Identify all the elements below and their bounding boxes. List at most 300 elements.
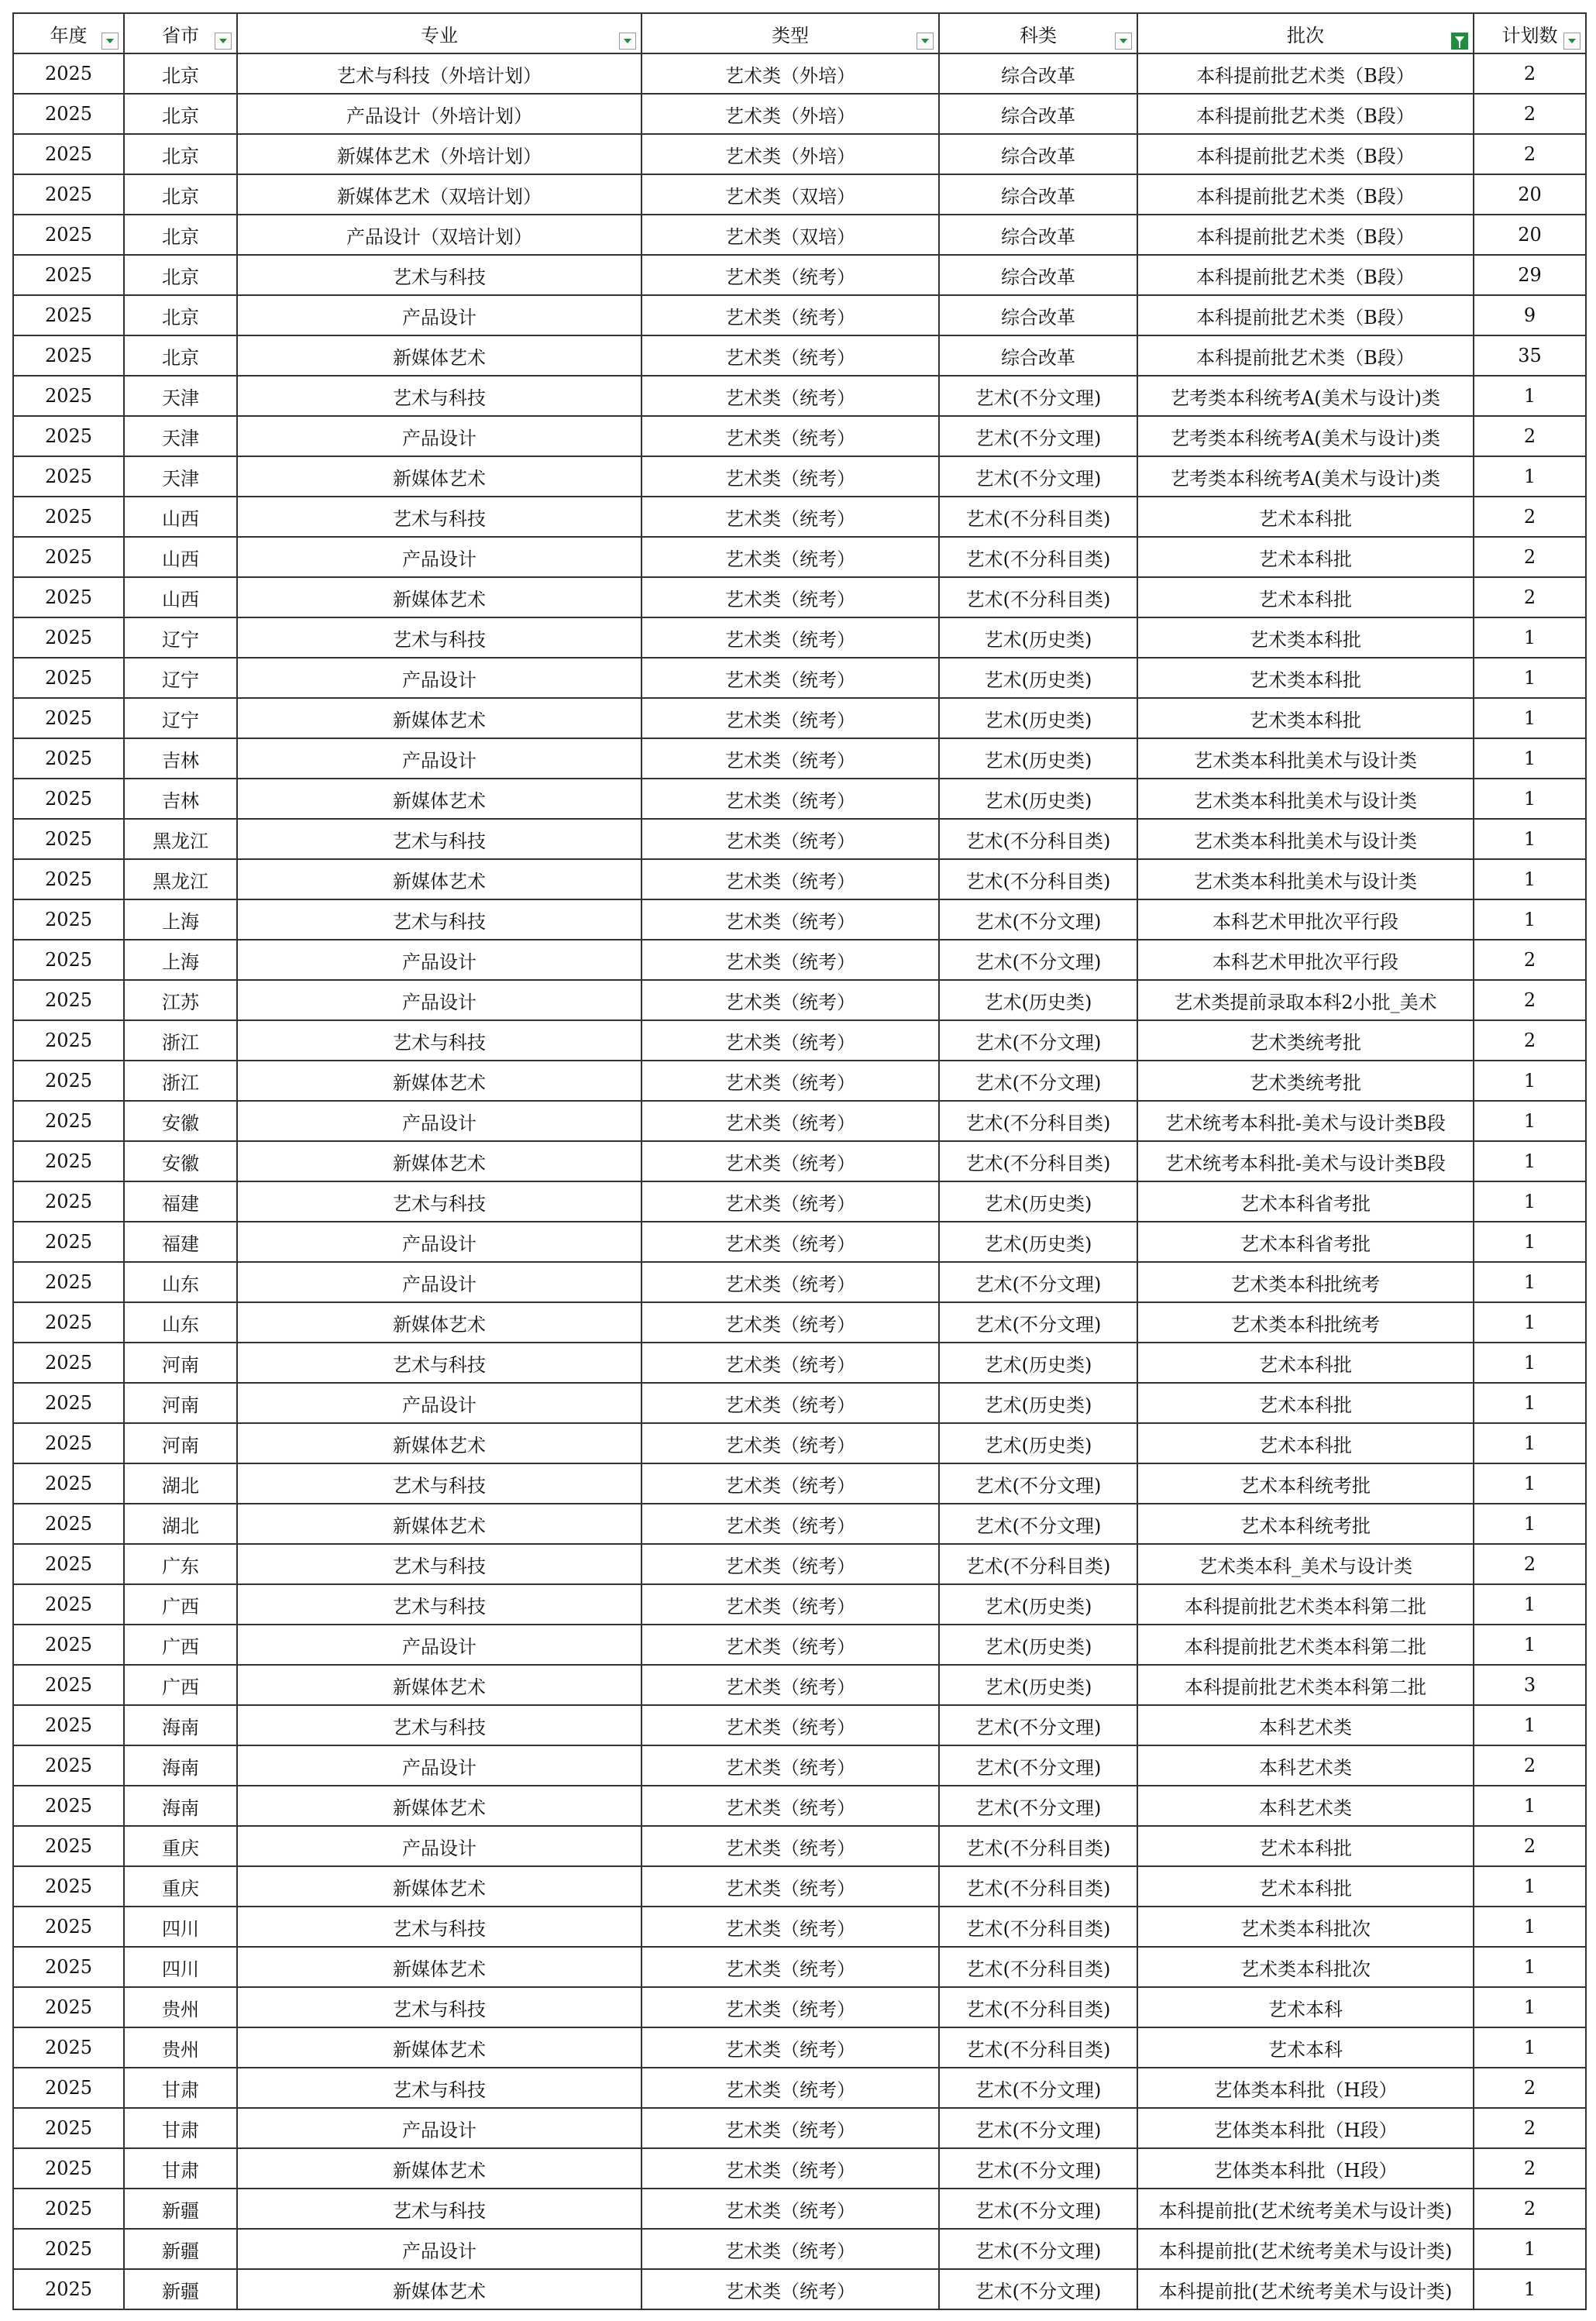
- table-cell[interactable]: 2025: [13, 2269, 124, 2309]
- table-cell[interactable]: 新媒体艺术: [237, 2269, 641, 2309]
- table-cell[interactable]: 艺术类（统考）: [641, 859, 939, 899]
- table-cell[interactable]: 艺术类（统考）: [641, 1987, 939, 2027]
- table-cell[interactable]: 艺术本科批: [1137, 1423, 1474, 1463]
- table-cell[interactable]: 1: [1474, 738, 1586, 779]
- table-cell[interactable]: 产品设计: [237, 738, 641, 779]
- table-cell[interactable]: 艺术(不分文理): [939, 2189, 1137, 2229]
- table-cell[interactable]: 新疆: [124, 2229, 237, 2269]
- table-cell[interactable]: 29: [1474, 255, 1586, 295]
- table-cell[interactable]: 天津: [124, 456, 237, 497]
- filter-active-icon[interactable]: [1451, 33, 1468, 50]
- column-header[interactable]: [1137, 13, 1474, 53]
- table-cell[interactable]: 艺术类（双培）: [641, 174, 939, 215]
- table-cell[interactable]: 艺术与科技: [237, 497, 641, 537]
- table-cell[interactable]: 2025: [13, 940, 124, 980]
- table-cell[interactable]: 产品设计: [237, 537, 641, 577]
- table-cell[interactable]: 艺术本科省考批: [1137, 1222, 1474, 1262]
- table-cell[interactable]: 江苏: [124, 980, 237, 1020]
- table-cell[interactable]: 综合改革: [939, 53, 1137, 94]
- table-cell[interactable]: 艺术(历史类): [939, 779, 1137, 819]
- table-cell[interactable]: 艺术本科: [1137, 1987, 1474, 2027]
- table-cell[interactable]: 艺术类（统考）: [641, 456, 939, 497]
- table-cell[interactable]: 艺术类（统考）: [641, 2269, 939, 2309]
- table-cell[interactable]: 艺术类本科_美术与设计类: [1137, 1544, 1474, 1584]
- table-cell[interactable]: 2025: [13, 215, 124, 255]
- table-cell[interactable]: 艺术类提前录取本科2小批_美术: [1137, 980, 1474, 1020]
- table-cell[interactable]: 艺术(不分文理): [939, 1302, 1137, 1343]
- table-cell[interactable]: 辽宁: [124, 617, 237, 658]
- table-cell[interactable]: 艺术类（统考）: [641, 376, 939, 416]
- table-cell[interactable]: 新媒体艺术: [237, 1141, 641, 1181]
- table-cell[interactable]: 2025: [13, 497, 124, 537]
- table-cell[interactable]: 2025: [13, 1947, 124, 1987]
- table-cell[interactable]: 1: [1474, 1987, 1586, 2027]
- table-cell[interactable]: 贵州: [124, 1987, 237, 2027]
- chevron-down-icon[interactable]: [917, 33, 934, 50]
- table-cell[interactable]: 艺术(历史类): [939, 1181, 1137, 1222]
- table-cell[interactable]: 艺术(历史类): [939, 698, 1137, 738]
- table-cell[interactable]: 北京: [124, 94, 237, 134]
- table-cell[interactable]: 山西: [124, 577, 237, 617]
- table-cell[interactable]: 1: [1474, 1786, 1586, 1826]
- table-cell[interactable]: 产品设计: [237, 1826, 641, 1866]
- table-cell[interactable]: 艺术(不分科目类): [939, 1141, 1137, 1181]
- table-cell[interactable]: 产品设计: [237, 658, 641, 698]
- table-cell[interactable]: 艺术(不分文理): [939, 1504, 1137, 1544]
- table-cell[interactable]: 1: [1474, 1947, 1586, 1987]
- table-cell[interactable]: 艺术本科批: [1137, 537, 1474, 577]
- table-cell[interactable]: 2: [1474, 2148, 1586, 2189]
- table-cell[interactable]: 2025: [13, 1745, 124, 1786]
- table-cell[interactable]: 湖北: [124, 1504, 237, 1544]
- table-cell[interactable]: 1: [1474, 1463, 1586, 1504]
- table-cell[interactable]: 新疆: [124, 2189, 237, 2229]
- table-cell[interactable]: 北京: [124, 53, 237, 94]
- table-cell[interactable]: 艺术(不分文理): [939, 376, 1137, 416]
- table-cell[interactable]: 艺术(历史类): [939, 980, 1137, 1020]
- table-cell[interactable]: 2: [1474, 53, 1586, 94]
- table-cell[interactable]: 2025: [13, 134, 124, 174]
- table-cell[interactable]: 1: [1474, 2027, 1586, 2068]
- table-cell[interactable]: 本科提前批艺术类（B段）: [1137, 255, 1474, 295]
- chevron-down-icon[interactable]: [215, 33, 232, 50]
- table-cell[interactable]: 1: [1474, 2229, 1586, 2269]
- table-cell[interactable]: 新媒体艺术: [237, 1786, 641, 1826]
- table-cell[interactable]: 本科提前批艺术类（B段）: [1137, 174, 1474, 215]
- table-cell[interactable]: 山东: [124, 1302, 237, 1343]
- table-cell[interactable]: 新媒体艺术: [237, 2027, 641, 2068]
- table-cell[interactable]: 2025: [13, 2108, 124, 2148]
- table-cell[interactable]: 辽宁: [124, 698, 237, 738]
- table-cell[interactable]: 广西: [124, 1665, 237, 1705]
- table-cell[interactable]: 本科提前批艺术类（B段）: [1137, 215, 1474, 255]
- table-cell[interactable]: 北京: [124, 335, 237, 376]
- table-cell[interactable]: 艺体类本科批（H段）: [1137, 2068, 1474, 2108]
- table-cell[interactable]: 艺术(历史类): [939, 617, 1137, 658]
- table-cell[interactable]: 黑龙江: [124, 819, 237, 859]
- table-cell[interactable]: 1: [1474, 899, 1586, 940]
- table-cell[interactable]: 艺术类本科批美术与设计类: [1137, 819, 1474, 859]
- table-cell[interactable]: 1: [1474, 1141, 1586, 1181]
- table-cell[interactable]: 产品设计: [237, 1625, 641, 1665]
- table-cell[interactable]: 1: [1474, 698, 1586, 738]
- table-cell[interactable]: 艺体类本科批（H段）: [1137, 2108, 1474, 2148]
- table-cell[interactable]: 甘肃: [124, 2148, 237, 2189]
- table-cell[interactable]: 20: [1474, 174, 1586, 215]
- table-cell[interactable]: 综合改革: [939, 215, 1137, 255]
- table-cell[interactable]: 上海: [124, 899, 237, 940]
- table-cell[interactable]: 艺术类（统考）: [641, 497, 939, 537]
- table-cell[interactable]: 艺术(不分文理): [939, 456, 1137, 497]
- table-cell[interactable]: 产品设计: [237, 940, 641, 980]
- table-cell[interactable]: 2025: [13, 779, 124, 819]
- table-cell[interactable]: 艺术类统考批: [1137, 1061, 1474, 1101]
- table-cell[interactable]: 艺术(不分科目类): [939, 1101, 1137, 1141]
- table-cell[interactable]: 新媒体艺术: [237, 335, 641, 376]
- table-cell[interactable]: 海南: [124, 1786, 237, 1826]
- table-cell[interactable]: 新媒体艺术: [237, 456, 641, 497]
- table-cell[interactable]: 艺术(历史类): [939, 1584, 1137, 1625]
- table-cell[interactable]: 2: [1474, 980, 1586, 1020]
- table-cell[interactable]: 综合改革: [939, 335, 1137, 376]
- table-cell[interactable]: 1: [1474, 1866, 1586, 1907]
- table-cell[interactable]: 艺术类（统考）: [641, 738, 939, 779]
- table-cell[interactable]: 甘肃: [124, 2068, 237, 2108]
- table-cell[interactable]: 艺术类（统考）: [641, 1061, 939, 1101]
- table-cell[interactable]: 艺术与科技: [237, 1705, 641, 1745]
- table-cell[interactable]: 艺术类（统考）: [641, 1423, 939, 1463]
- table-cell[interactable]: 艺术与科技: [237, 1987, 641, 2027]
- table-cell[interactable]: 艺术(不分科目类): [939, 2027, 1137, 2068]
- table-cell[interactable]: 1: [1474, 859, 1586, 899]
- table-cell[interactable]: 艺术类（统考）: [641, 1866, 939, 1907]
- table-cell[interactable]: 2: [1474, 1020, 1586, 1061]
- table-cell[interactable]: 2: [1474, 1826, 1586, 1866]
- table-cell[interactable]: 艺考类本科统考A(美术与设计)类: [1137, 456, 1474, 497]
- table-cell[interactable]: 安徽: [124, 1141, 237, 1181]
- table-cell[interactable]: 2025: [13, 1786, 124, 1826]
- column-header[interactable]: [124, 13, 237, 53]
- table-cell[interactable]: 艺术类（统考）: [641, 2027, 939, 2068]
- chevron-down-icon[interactable]: [1563, 33, 1581, 50]
- table-cell[interactable]: 广西: [124, 1584, 237, 1625]
- table-cell[interactable]: 1: [1474, 1705, 1586, 1745]
- table-cell[interactable]: 艺术(不分科目类): [939, 1866, 1137, 1907]
- chevron-down-icon[interactable]: [101, 33, 119, 50]
- table-cell[interactable]: 新媒体艺术: [237, 1866, 641, 1907]
- table-cell[interactable]: 新媒体艺术: [237, 1302, 641, 1343]
- table-cell[interactable]: 产品设计: [237, 980, 641, 1020]
- table-cell[interactable]: 新媒体艺术: [237, 859, 641, 899]
- table-cell[interactable]: 2025: [13, 174, 124, 215]
- table-cell[interactable]: 艺术(不分文理): [939, 2068, 1137, 2108]
- table-cell[interactable]: 艺术类（统考）: [641, 2189, 939, 2229]
- table-cell[interactable]: 艺术(不分文理): [939, 1745, 1137, 1786]
- table-cell[interactable]: 2025: [13, 1181, 124, 1222]
- table-cell[interactable]: 艺术与科技: [237, 1020, 641, 1061]
- table-cell[interactable]: 2025: [13, 2068, 124, 2108]
- table-cell[interactable]: 2025: [13, 1020, 124, 1061]
- table-cell[interactable]: 新媒体艺术: [237, 1665, 641, 1705]
- table-cell[interactable]: 本科艺术甲批次平行段: [1137, 940, 1474, 980]
- chevron-down-icon[interactable]: [1115, 33, 1132, 50]
- table-cell[interactable]: 综合改革: [939, 295, 1137, 335]
- table-cell[interactable]: 艺术类（统考）: [641, 335, 939, 376]
- table-cell[interactable]: 新疆: [124, 2269, 237, 2309]
- table-cell[interactable]: 本科艺术类: [1137, 1705, 1474, 1745]
- table-cell[interactable]: 新媒体艺术: [237, 698, 641, 738]
- table-cell[interactable]: 2025: [13, 1826, 124, 1866]
- table-cell[interactable]: 1: [1474, 819, 1586, 859]
- column-header[interactable]: [1474, 13, 1586, 53]
- table-cell[interactable]: 福建: [124, 1181, 237, 1222]
- table-cell[interactable]: 2025: [13, 819, 124, 859]
- table-cell[interactable]: 本科艺术类: [1137, 1786, 1474, 1826]
- table-cell[interactable]: 北京: [124, 134, 237, 174]
- table-cell[interactable]: 重庆: [124, 1826, 237, 1866]
- table-cell[interactable]: 艺术类（统考）: [641, 940, 939, 980]
- table-cell[interactable]: 艺术类（统考）: [641, 2148, 939, 2189]
- table-cell[interactable]: 2: [1474, 2068, 1586, 2108]
- table-cell[interactable]: 广东: [124, 1544, 237, 1584]
- table-cell[interactable]: 浙江: [124, 1061, 237, 1101]
- table-cell[interactable]: 2025: [13, 1343, 124, 1383]
- table-cell[interactable]: 艺术与科技: [237, 255, 641, 295]
- table-cell[interactable]: 1: [1474, 1302, 1586, 1343]
- table-cell[interactable]: 本科提前批(艺术统考美术与设计类): [1137, 2189, 1474, 2229]
- table-cell[interactable]: 艺术(不分科目类): [939, 819, 1137, 859]
- table-cell[interactable]: 2025: [13, 738, 124, 779]
- table-cell[interactable]: 1: [1474, 1504, 1586, 1544]
- table-cell[interactable]: 本科提前批(艺术统考美术与设计类): [1137, 2269, 1474, 2309]
- table-cell[interactable]: 艺术类（统考）: [641, 255, 939, 295]
- table-cell[interactable]: 2: [1474, 577, 1586, 617]
- table-cell[interactable]: 产品设计: [237, 1262, 641, 1302]
- table-cell[interactable]: 艺术类（统考）: [641, 617, 939, 658]
- table-cell[interactable]: 1: [1474, 658, 1586, 698]
- table-cell[interactable]: 艺术(历史类): [939, 1665, 1137, 1705]
- column-header[interactable]: [939, 13, 1137, 53]
- table-cell[interactable]: 艺术本科批: [1137, 577, 1474, 617]
- table-cell[interactable]: 2025: [13, 1423, 124, 1463]
- table-cell[interactable]: 艺术(不分科目类): [939, 1987, 1137, 2027]
- table-cell[interactable]: 1: [1474, 1101, 1586, 1141]
- column-header[interactable]: [641, 13, 939, 53]
- table-cell[interactable]: 艺术(不分科目类): [939, 1544, 1137, 1584]
- table-cell[interactable]: 艺术类本科批次: [1137, 1907, 1474, 1947]
- table-cell[interactable]: 艺术类（统考）: [641, 1947, 939, 1987]
- table-cell[interactable]: 艺术(不分文理): [939, 2148, 1137, 2189]
- table-cell[interactable]: 福建: [124, 1222, 237, 1262]
- column-header[interactable]: [13, 13, 124, 53]
- table-cell[interactable]: 艺术类（统考）: [641, 1020, 939, 1061]
- table-cell[interactable]: 艺术与科技: [237, 1544, 641, 1584]
- table-cell[interactable]: 2: [1474, 134, 1586, 174]
- table-cell[interactable]: 本科提前批艺术类（B段）: [1137, 53, 1474, 94]
- table-cell[interactable]: 艺术类本科批美术与设计类: [1137, 738, 1474, 779]
- table-cell[interactable]: 1: [1474, 1907, 1586, 1947]
- table-cell[interactable]: 产品设计: [237, 295, 641, 335]
- table-cell[interactable]: 2025: [13, 617, 124, 658]
- table-cell[interactable]: 北京: [124, 215, 237, 255]
- table-cell[interactable]: 新媒体艺术: [237, 1061, 641, 1101]
- table-cell[interactable]: 浙江: [124, 1020, 237, 1061]
- table-cell[interactable]: 艺术类（统考）: [641, 2229, 939, 2269]
- table-cell[interactable]: 艺考类本科统考A(美术与设计)类: [1137, 416, 1474, 456]
- table-cell[interactable]: 2: [1474, 416, 1586, 456]
- table-cell[interactable]: 艺术类本科批统考: [1137, 1302, 1474, 1343]
- table-cell[interactable]: 艺术(不分文理): [939, 1705, 1137, 1745]
- table-cell[interactable]: 海南: [124, 1745, 237, 1786]
- table-cell[interactable]: 新媒体艺术: [237, 779, 641, 819]
- table-cell[interactable]: 本科提前批艺术类（B段）: [1137, 335, 1474, 376]
- table-cell[interactable]: 艺术类（统考）: [641, 577, 939, 617]
- table-cell[interactable]: 产品设计: [237, 1745, 641, 1786]
- table-cell[interactable]: 北京: [124, 174, 237, 215]
- table-cell[interactable]: 新媒体艺术: [237, 2148, 641, 2189]
- table-cell[interactable]: 艺术类（统考）: [641, 1907, 939, 1947]
- table-cell[interactable]: 艺术类（统考）: [641, 1262, 939, 1302]
- table-cell[interactable]: 35: [1474, 335, 1586, 376]
- table-cell[interactable]: 四川: [124, 1947, 237, 1987]
- table-cell[interactable]: 艺术(不分科目类): [939, 537, 1137, 577]
- table-cell[interactable]: 2025: [13, 859, 124, 899]
- table-cell[interactable]: 艺术类（统考）: [641, 2108, 939, 2148]
- table-cell[interactable]: 艺术类本科批美术与设计类: [1137, 779, 1474, 819]
- table-cell[interactable]: 艺术(不分文理): [939, 2269, 1137, 2309]
- table-cell[interactable]: 新媒体艺术（双培计划）: [237, 174, 641, 215]
- table-cell[interactable]: 2025: [13, 1705, 124, 1745]
- table-cell[interactable]: 2025: [13, 1544, 124, 1584]
- table-cell[interactable]: 艺考类本科统考A(美术与设计)类: [1137, 376, 1474, 416]
- table-cell[interactable]: 艺术类本科批: [1137, 698, 1474, 738]
- table-cell[interactable]: 艺术(不分文理): [939, 1463, 1137, 1504]
- table-cell[interactable]: 2025: [13, 1866, 124, 1907]
- table-cell[interactable]: 艺术与科技: [237, 1463, 641, 1504]
- table-cell[interactable]: 2025: [13, 698, 124, 738]
- table-cell[interactable]: 艺术类（统考）: [641, 980, 939, 1020]
- table-cell[interactable]: 2025: [13, 980, 124, 1020]
- table-cell[interactable]: 艺术类（统考）: [641, 295, 939, 335]
- table-cell[interactable]: 艺术(不分科目类): [939, 859, 1137, 899]
- table-cell[interactable]: 艺术与科技: [237, 1584, 641, 1625]
- table-cell[interactable]: 广西: [124, 1625, 237, 1665]
- table-cell[interactable]: 本科艺术甲批次平行段: [1137, 899, 1474, 940]
- table-cell[interactable]: 艺术类（统考）: [641, 1222, 939, 1262]
- table-cell[interactable]: 艺术(历史类): [939, 1423, 1137, 1463]
- table-cell[interactable]: 艺术类（统考）: [641, 1584, 939, 1625]
- table-cell[interactable]: 艺术(不分文理): [939, 940, 1137, 980]
- table-cell[interactable]: 艺术(不分科目类): [939, 1947, 1137, 1987]
- table-cell[interactable]: 艺术类（统考）: [641, 1544, 939, 1584]
- table-cell[interactable]: 海南: [124, 1705, 237, 1745]
- table-cell[interactable]: 艺术类本科批次: [1137, 1947, 1474, 1987]
- table-cell[interactable]: 天津: [124, 376, 237, 416]
- table-cell[interactable]: 艺术(不分科目类): [939, 497, 1137, 537]
- table-cell[interactable]: 艺术类（统考）: [641, 1625, 939, 1665]
- table-cell[interactable]: 艺术与科技: [237, 376, 641, 416]
- table-cell[interactable]: 艺术(不分文理): [939, 416, 1137, 456]
- table-cell[interactable]: 2: [1474, 1544, 1586, 1584]
- table-cell[interactable]: 2025: [13, 1907, 124, 1947]
- table-cell[interactable]: 艺术类（统考）: [641, 1463, 939, 1504]
- table-cell[interactable]: 综合改革: [939, 94, 1137, 134]
- table-cell[interactable]: 艺术类（统考）: [641, 1665, 939, 1705]
- table-cell[interactable]: 艺术(历史类): [939, 658, 1137, 698]
- table-cell[interactable]: 艺术(不分文理): [939, 1786, 1137, 1826]
- table-cell[interactable]: 本科提前批艺术类本科第二批: [1137, 1584, 1474, 1625]
- table-cell[interactable]: 艺术本科省考批: [1137, 1181, 1474, 1222]
- table-cell[interactable]: 2025: [13, 376, 124, 416]
- table-cell[interactable]: 2025: [13, 1262, 124, 1302]
- table-cell[interactable]: 艺术类（统考）: [641, 1826, 939, 1866]
- table-cell[interactable]: 艺术本科统考批: [1137, 1463, 1474, 1504]
- table-cell[interactable]: 1: [1474, 2269, 1586, 2309]
- table-cell[interactable]: 艺术本科批: [1137, 497, 1474, 537]
- table-cell[interactable]: 艺体类本科批（H段）: [1137, 2148, 1474, 2189]
- table-cell[interactable]: 辽宁: [124, 658, 237, 698]
- table-cell[interactable]: 艺术本科统考批: [1137, 1504, 1474, 1544]
- table-cell[interactable]: 20: [1474, 215, 1586, 255]
- table-cell[interactable]: 艺术(不分科目类): [939, 1826, 1137, 1866]
- table-cell[interactable]: 2: [1474, 2108, 1586, 2148]
- table-cell[interactable]: 艺术与科技: [237, 1343, 641, 1383]
- table-cell[interactable]: 产品设计（外培计划）: [237, 94, 641, 134]
- table-cell[interactable]: 艺术类本科批美术与设计类: [1137, 859, 1474, 899]
- table-cell[interactable]: 2025: [13, 255, 124, 295]
- table-cell[interactable]: 2025: [13, 335, 124, 376]
- table-cell[interactable]: 艺术类（双培）: [641, 215, 939, 255]
- table-cell[interactable]: 2025: [13, 1141, 124, 1181]
- table-cell[interactable]: 2: [1474, 1745, 1586, 1786]
- table-cell[interactable]: 新媒体艺术（外培计划）: [237, 134, 641, 174]
- table-cell[interactable]: 1: [1474, 376, 1586, 416]
- table-cell[interactable]: 艺术类（统考）: [641, 416, 939, 456]
- table-cell[interactable]: 艺术类本科批: [1137, 617, 1474, 658]
- table-cell[interactable]: 2025: [13, 1463, 124, 1504]
- table-cell[interactable]: 艺术类（统考）: [641, 899, 939, 940]
- table-cell[interactable]: 2: [1474, 2189, 1586, 2229]
- table-cell[interactable]: 艺术类（统考）: [641, 1343, 939, 1383]
- table-cell[interactable]: 山东: [124, 1262, 237, 1302]
- table-cell[interactable]: 河南: [124, 1383, 237, 1423]
- table-cell[interactable]: 艺术(不分科目类): [939, 577, 1137, 617]
- table-cell[interactable]: 1: [1474, 1584, 1586, 1625]
- table-cell[interactable]: 艺术类（统考）: [641, 1786, 939, 1826]
- table-cell[interactable]: 艺术与科技: [237, 899, 641, 940]
- table-cell[interactable]: 2025: [13, 1504, 124, 1544]
- table-cell[interactable]: 山西: [124, 497, 237, 537]
- table-cell[interactable]: 2025: [13, 2229, 124, 2269]
- table-cell[interactable]: 艺术类（统考）: [641, 698, 939, 738]
- table-cell[interactable]: 2: [1474, 940, 1586, 980]
- table-cell[interactable]: 艺术本科批: [1137, 1343, 1474, 1383]
- table-cell[interactable]: 艺术(不分文理): [939, 1262, 1137, 1302]
- table-cell[interactable]: 艺术与科技: [237, 819, 641, 859]
- table-cell[interactable]: 2025: [13, 2189, 124, 2229]
- table-cell[interactable]: 艺术与科技: [237, 2189, 641, 2229]
- table-cell[interactable]: 产品设计: [237, 1222, 641, 1262]
- table-cell[interactable]: 2025: [13, 1383, 124, 1423]
- table-cell[interactable]: 艺术与科技: [237, 2068, 641, 2108]
- table-cell[interactable]: 本科提前批艺术类（B段）: [1137, 94, 1474, 134]
- table-cell[interactable]: 2025: [13, 537, 124, 577]
- table-cell[interactable]: 2025: [13, 1987, 124, 2027]
- table-cell[interactable]: 艺术类（统考）: [641, 2068, 939, 2108]
- table-cell[interactable]: 2025: [13, 1222, 124, 1262]
- table-cell[interactable]: 山西: [124, 537, 237, 577]
- table-cell[interactable]: 1: [1474, 1423, 1586, 1463]
